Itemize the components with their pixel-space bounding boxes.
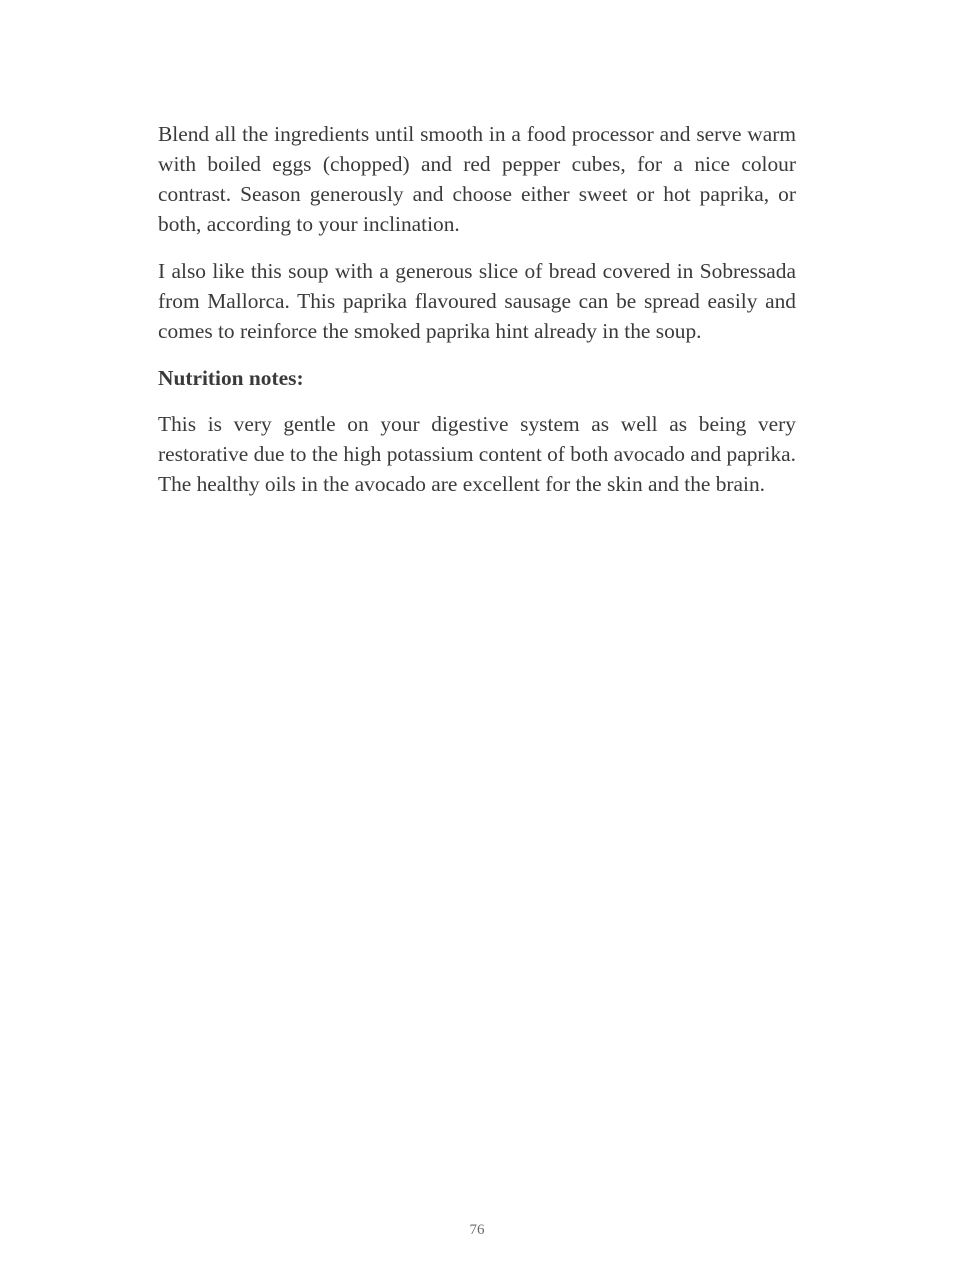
body-paragraph-sobressada: I also like this soup with a generous slice of bread covered in Sobressada from Mallorca. This paprika flavoured sausage can be spread easily and comes to reinforce the smoked paprika hint already in the soup. xyxy=(158,259,796,343)
page-number: 76 xyxy=(469,1222,485,1238)
page-body xyxy=(158,119,796,516)
nutrition-notes-heading: Nutrition notes: xyxy=(158,366,304,390)
body-paragraph-blend: Blend all the ingredients until smooth in a food processor and serve warm with boiled eggs (chopped) and red pepper cubes, for a nice colour contrast. Season generously and choose either sweet or hot paprika, or both, according to your inclination. xyxy=(158,122,796,236)
body-paragraph-nutrition: This is very gentle on your digestive system as well as being very restorative due to the high potassium content of both avocado and paprika. The healthy oils in the avocado are excellent for the skin and the brain. xyxy=(158,412,796,496)
